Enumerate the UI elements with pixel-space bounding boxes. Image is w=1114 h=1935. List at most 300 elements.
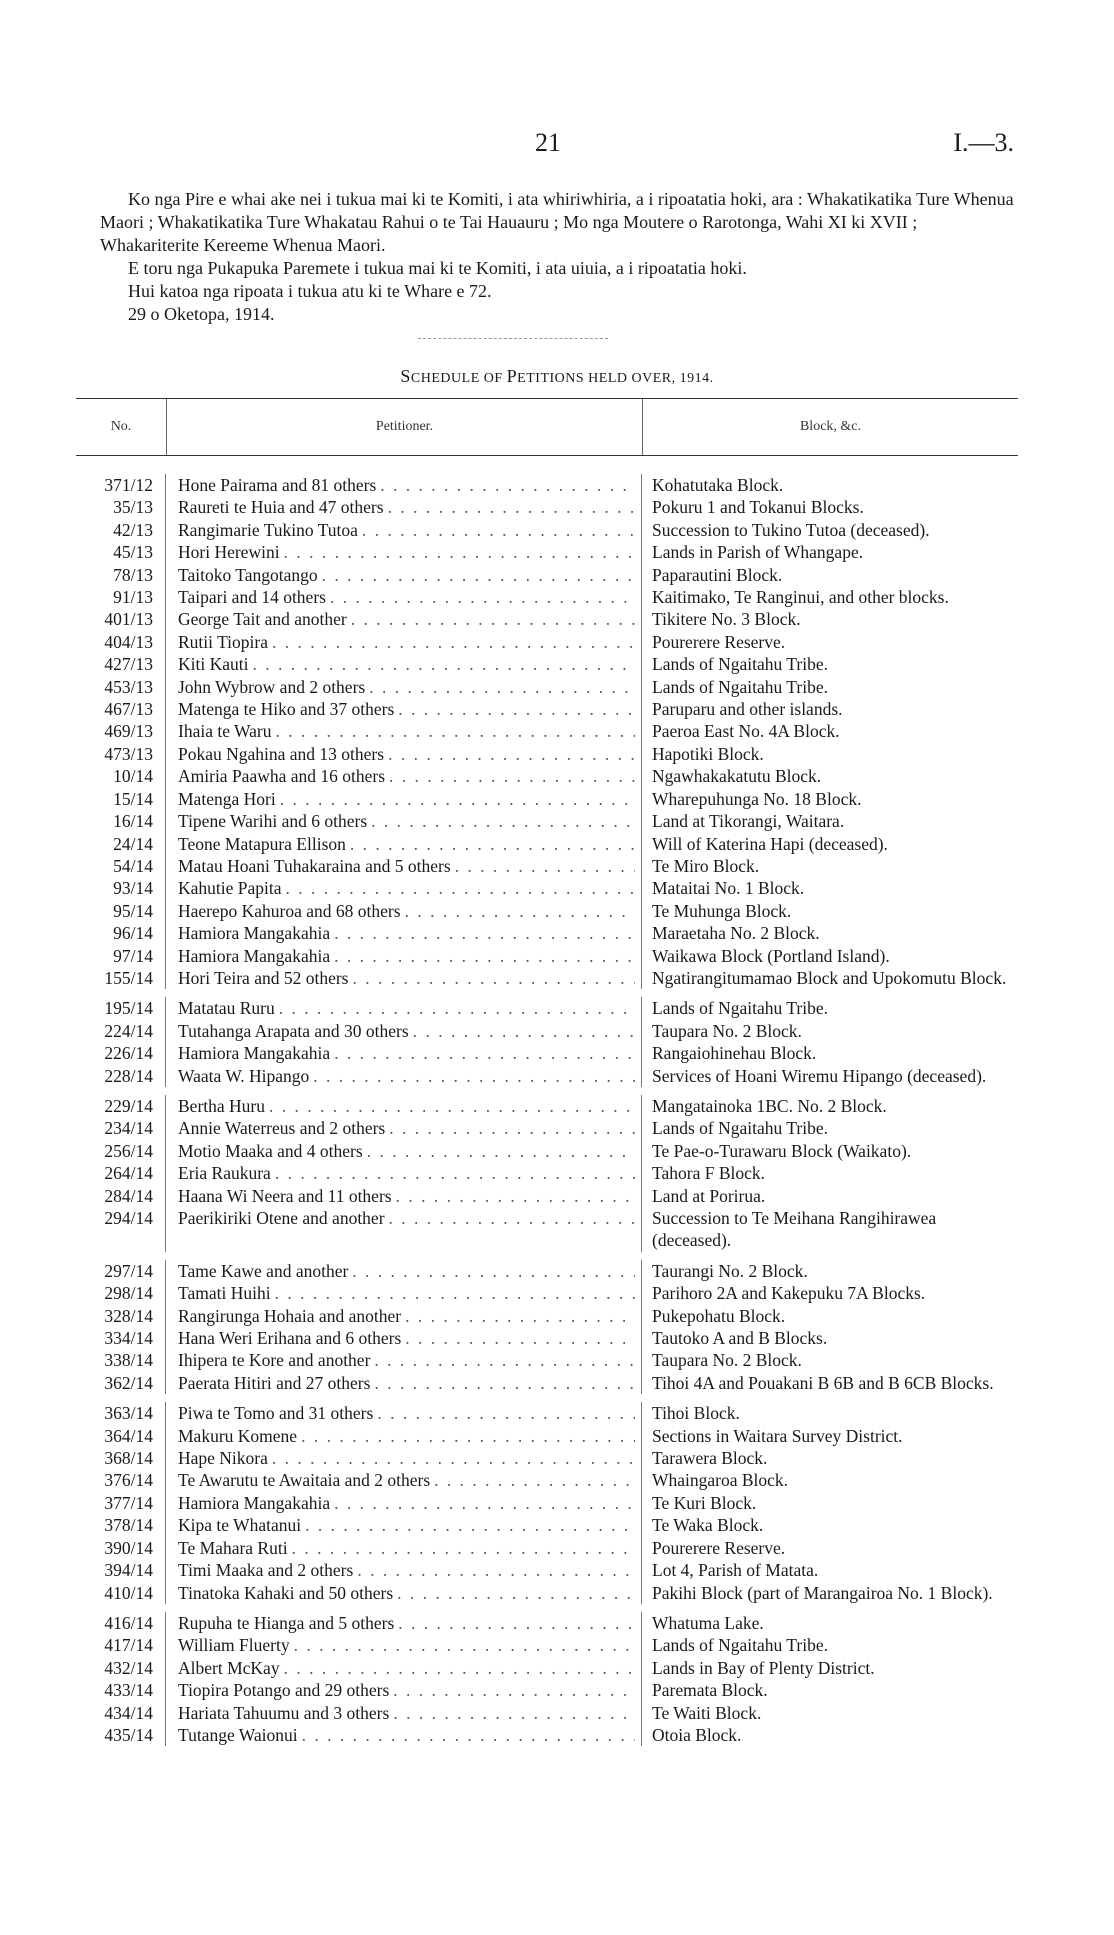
block-description: Lands in Parish of Whangape. (652, 542, 864, 563)
table-row (76, 496, 1018, 518)
petition-number: 364/14 (76, 1425, 166, 1447)
block-description: Paeroa East No. 4A Block. (652, 721, 840, 742)
intro-date: 29 o Oketopa, 1914. (128, 304, 275, 324)
block-description: Pukepohatu Block. (652, 1305, 786, 1326)
petition-number: 45/13 (76, 541, 166, 563)
leader-dots (271, 1162, 635, 1184)
petitioner-cell (166, 833, 642, 855)
petition-number: 195/14 (76, 997, 166, 1019)
petition-number: 376/14 (76, 1469, 166, 1491)
petitioner-cell (166, 1185, 642, 1207)
table-row (76, 1469, 1018, 1491)
table-row (76, 1492, 1018, 1514)
table-row (76, 1185, 1018, 1207)
petitioner-cell (166, 564, 642, 586)
table-row (76, 1162, 1018, 1184)
petition-number: 42/13 (76, 519, 166, 541)
petition-number: 401/13 (76, 608, 166, 630)
petition-number: 433/14 (76, 1679, 166, 1701)
leader-dots (385, 1117, 635, 1139)
petitioner-name: Eria Raukura (178, 1163, 271, 1184)
leader-dots (330, 1042, 635, 1064)
petitioner-cell (166, 1207, 642, 1252)
petition-number: 404/13 (76, 631, 166, 653)
petitioner-name: John Wybrow and 2 others (178, 676, 366, 697)
leader-dots (370, 1349, 635, 1371)
table-row (76, 541, 1018, 563)
petitioner-cell (166, 586, 642, 608)
block-description: Pakihi Block (part of Marangairoa No. 1 Block). (652, 1582, 993, 1603)
block-description: Sections in Waitara Survey District. (652, 1425, 903, 1446)
table-title-initial: S (400, 366, 411, 386)
table-row (76, 1402, 1018, 1424)
petitioner-name: Hone Pairama and 81 others (178, 475, 377, 495)
petitioner-name: Kiti Kauti (178, 654, 249, 675)
table-row (76, 1724, 1018, 1746)
petitioner-cell (166, 698, 642, 720)
petitioner-name: Teone Matapura Ellison (178, 833, 346, 854)
petitioner-name: Hamiora Mangakahia (178, 1043, 331, 1064)
leader-dots (276, 788, 635, 810)
leader-dots (298, 1724, 635, 1746)
table-row (76, 743, 1018, 765)
table-row (76, 653, 1018, 675)
petitioner-cell (166, 1492, 642, 1514)
block-description: Services of Hoani Wiremu Hipango (deceased). (652, 1065, 987, 1086)
petitioner-name: Hape Nikora (178, 1448, 268, 1469)
header-petitioner: Petitioner. (166, 399, 642, 455)
petitioner-name: Annie Waterreus and 2 others (178, 1118, 386, 1139)
leader-dots (346, 833, 635, 855)
petition-number: 363/14 (76, 1402, 166, 1424)
petition-number: 410/14 (76, 1582, 166, 1604)
block-description: Paruparu and other islands. (652, 699, 843, 720)
leader-dots (389, 1679, 635, 1701)
block-description: Tikitere No. 3 Block. (652, 609, 801, 630)
petitioner-cell (166, 1447, 642, 1469)
table-row (76, 788, 1018, 810)
petition-number: 96/14 (76, 922, 166, 944)
leader-dots (373, 1402, 635, 1424)
leader-dots (330, 922, 635, 944)
table-row (76, 900, 1018, 922)
leader-dots (282, 877, 635, 899)
block-description: Te Kuri Block. (652, 1492, 757, 1513)
leader-dots (318, 564, 635, 586)
leader-dots (384, 743, 635, 765)
block-description: Pourerere Reserve. (652, 631, 786, 652)
leader-dots (430, 1469, 635, 1491)
leader-dots (394, 698, 635, 720)
table-row (76, 922, 1018, 944)
petitioner-cell (166, 1702, 642, 1724)
petition-number: 95/14 (76, 900, 166, 922)
petitioner-name: Kipa te Whatanui (178, 1515, 302, 1536)
petitioner-name: Rangimarie Tukino Tutoa (178, 519, 358, 540)
table-row (76, 1425, 1018, 1447)
petition-number: 264/14 (76, 1162, 166, 1184)
petitioner-cell (166, 1679, 642, 1701)
petitioner-cell (166, 855, 642, 877)
table-row (76, 1020, 1018, 1042)
petition-number: 297/14 (76, 1260, 166, 1282)
petitioner-cell (166, 608, 642, 630)
block-description: Otoia Block. (652, 1724, 742, 1745)
petitioner-name: Motio Maaka and 4 others (178, 1140, 363, 1161)
leader-dots (309, 1065, 635, 1087)
petitioner-cell (166, 1402, 642, 1424)
leader-dots (326, 586, 635, 608)
leader-dots (330, 1492, 635, 1514)
petition-number: 10/14 (76, 765, 166, 787)
table-row (76, 1305, 1018, 1327)
petitioner-name: Tamati Huihi (178, 1283, 271, 1304)
petition-number: 378/14 (76, 1514, 166, 1536)
block-description: Te Pae-o-Turawaru Block (Waikato). (652, 1140, 912, 1161)
petition-number: 394/14 (76, 1559, 166, 1581)
block-description: Lands in Bay of Plenty District. (652, 1657, 875, 1678)
petitioner-cell (166, 474, 642, 496)
petitioner-cell (166, 743, 642, 765)
leader-dots (409, 1020, 635, 1042)
petitioner-name: Hori Herewini (178, 542, 280, 563)
petitioner-name: Taitoko Tangotango (178, 564, 318, 585)
petitioner-name: Rutii Tiopira (178, 631, 268, 652)
petitioner-cell (166, 1349, 642, 1371)
block-description: Land at Tikorangi, Waitara. (652, 811, 845, 832)
petitioner-name: Makuru Komene (178, 1425, 298, 1446)
table-row (76, 1372, 1018, 1394)
petition-number: 155/14 (76, 967, 166, 989)
petition-number: 453/13 (76, 676, 166, 698)
table-row (76, 1117, 1018, 1139)
table-row (76, 1634, 1018, 1656)
petitioner-cell (166, 676, 642, 698)
leader-dots (268, 631, 635, 653)
petitioner-name: Tiopira Potango and 29 others (178, 1680, 390, 1701)
petition-number: 16/14 (76, 810, 166, 832)
petitioner-cell (166, 810, 642, 832)
table-row (76, 997, 1018, 1019)
petitioner-name: George Tait and another (178, 609, 347, 630)
petitioner-name: Taipari and 14 others (178, 587, 326, 608)
petitioner-name: Bertha Huru (178, 1095, 265, 1116)
block-description: Taurangi No. 2 Block. (652, 1260, 808, 1281)
block-description: Te Muhunga Block. (652, 900, 792, 921)
petition-number: 298/14 (76, 1282, 166, 1304)
petitioner-cell (166, 967, 642, 989)
block-description: Lot 4, Parish of Matata. (652, 1560, 819, 1581)
table-row (76, 1612, 1018, 1634)
petition-number: 434/14 (76, 1702, 166, 1724)
leader-dots (272, 720, 636, 742)
leader-dots (358, 519, 635, 541)
table-row (76, 1537, 1018, 1559)
petitioner-cell (166, 496, 642, 518)
table-row (76, 1260, 1018, 1282)
leader-dots (288, 1537, 635, 1559)
petition-number: 435/14 (76, 1724, 166, 1746)
petitions-table (76, 398, 1018, 1746)
petitioner-name: Pokau Ngahina and 13 others (178, 743, 385, 764)
petition-number: 338/14 (76, 1349, 166, 1371)
block-description: Whatuma Lake. (652, 1612, 764, 1633)
table-row (76, 519, 1018, 541)
table-row (76, 1140, 1018, 1162)
petitioner-name: Matenga Hori (178, 788, 276, 809)
table-row (76, 1702, 1018, 1724)
block-description: Lands of Ngaitahu Tribe. (652, 1118, 828, 1139)
petitioner-name: Hamiora Mangakahia (178, 1492, 331, 1513)
petition-number: 368/14 (76, 1447, 166, 1469)
petitioner-name: Paerikiriki Otene and another (178, 1208, 385, 1228)
petition-number: 226/14 (76, 1042, 166, 1064)
petitioner-name: Hamiora Mangakahia (178, 945, 331, 966)
petitioner-name: Kahutie Papita (178, 878, 282, 899)
petitioner-cell (166, 1469, 642, 1491)
block-description: Lands of Ngaitahu Tribe. (652, 1635, 828, 1656)
petition-number: 91/13 (76, 586, 166, 608)
leader-dots (376, 474, 635, 496)
petition-number: 377/14 (76, 1492, 166, 1514)
petitioner-cell (166, 1042, 642, 1064)
petitioner-cell (166, 1425, 642, 1447)
table-row (76, 1065, 1018, 1087)
document-series: I.—3. (953, 128, 1014, 157)
leader-dots (248, 653, 635, 675)
table-row (76, 1207, 1018, 1252)
leader-dots (348, 1260, 635, 1282)
block-description: Ngawhakakatutu Block. (652, 766, 822, 787)
block-description: Land at Porirua. (652, 1185, 766, 1206)
petitioner-cell (166, 1327, 642, 1349)
table-row (76, 564, 1018, 586)
petitioner-cell (166, 1305, 642, 1327)
block-description: Lands of Ngaitahu Tribe. (652, 998, 828, 1019)
petition-number: 467/13 (76, 698, 166, 720)
table-row (76, 1582, 1018, 1604)
petition-number: 334/14 (76, 1327, 166, 1349)
block-description: Tautoko A and B Blocks. (652, 1328, 828, 1349)
leader-dots (275, 997, 635, 1019)
petitioner-cell (166, 765, 642, 787)
table-row (76, 1657, 1018, 1679)
petition-number: 432/14 (76, 1657, 166, 1679)
petitioner-cell (166, 519, 642, 541)
petitioner-name: Te Mahara Ruti (178, 1537, 288, 1558)
intro-text (100, 188, 1020, 326)
block-description: Ngatirangitumamao Block and Upokomutu Block. (652, 967, 1007, 988)
block-description: Parihoro 2A and Kakepuku 7A Blocks. (652, 1283, 926, 1304)
petition-number: 371/12 (76, 474, 166, 496)
leader-dots (392, 1185, 635, 1207)
petitioner-name: Hariata Tahuumu and 3 others (178, 1702, 390, 1723)
petitioner-name: Amiria Paawha and 16 others (178, 766, 386, 787)
leader-dots (297, 1425, 635, 1447)
petition-number: 228/14 (76, 1065, 166, 1087)
table-title (0, 366, 1114, 387)
petitioner-cell (166, 1095, 642, 1117)
table-row (76, 945, 1018, 967)
leader-dots (290, 1634, 635, 1656)
petitioner-name: Piwa te Tomo and 31 others (178, 1403, 374, 1424)
petitioner-name: Matatau Ruru (178, 998, 275, 1019)
divider (418, 338, 608, 339)
block-description: Succession to Tukino Tutoa (deceased). (652, 519, 930, 540)
intro-paragraph-total: Hui katoa nga ripoata i tukua atu ki te Whare e 72. (128, 281, 492, 301)
leader-dots (268, 1447, 635, 1469)
table-row (76, 631, 1018, 653)
block-description: Maraetaha No. 2 Block. (652, 923, 820, 944)
petitioner-name: Ihaia te Waru (178, 721, 272, 742)
petitioner-cell (166, 1020, 642, 1042)
leader-dots (401, 1327, 635, 1349)
petitioner-cell (166, 900, 642, 922)
table-row (76, 698, 1018, 720)
block-description: Succession to Te Meihana Rangihirawea (deceased). (652, 1208, 937, 1251)
table-row (76, 1514, 1018, 1536)
block-description: Will of Katerina Hapi (deceased). (652, 833, 888, 854)
petitioner-cell (166, 788, 642, 810)
petitioner-name: Hori Teira and 52 others (178, 967, 349, 988)
petitioner-cell (166, 1582, 642, 1604)
petitioner-name: Tipene Warihi and 6 others (178, 811, 368, 832)
leader-dots (271, 1282, 635, 1304)
petitioner-name: Rupuha te Hianga and 5 others (178, 1612, 395, 1633)
block-description: Tahora F Block. (652, 1163, 765, 1184)
block-description: Pokuru 1 and Tokanui Blocks. (652, 497, 864, 518)
block-description: Tihoi Block. (652, 1403, 740, 1424)
petition-number: 54/14 (76, 855, 166, 877)
table-row (76, 967, 1018, 989)
header-no: No. (110, 419, 132, 434)
petitioner-cell (166, 1514, 642, 1536)
petition-number: 93/14 (76, 877, 166, 899)
table-row (76, 1349, 1018, 1371)
intro-paragraph-papers: E toru nga Pukapuka Paremete i tukua mai ki te Komiti, i ata uiuia, a i ripoatatia hoki. (128, 258, 747, 278)
table-row (76, 474, 1018, 496)
petition-number: 469/13 (76, 720, 166, 742)
petition-number: 294/14 (76, 1207, 166, 1252)
block-description: Te Waiti Block. (652, 1702, 762, 1723)
leader-dots (353, 1559, 635, 1581)
block-description: Mangatainoka 1BC. No. 2 Block. (652, 1095, 887, 1116)
petitioner-cell (166, 1282, 642, 1304)
block-description: Rangaiohinehau Block. (652, 1043, 817, 1064)
leader-dots (367, 810, 635, 832)
table-title-rest: ETITIONS HELD OVER, 1914. (517, 371, 714, 386)
petitioner-name: Hana Weri Erihana and 6 others (178, 1328, 402, 1349)
leader-dots (385, 1207, 635, 1252)
block-description: Pourerere Reserve. (652, 1537, 786, 1558)
petition-number: 256/14 (76, 1140, 166, 1162)
leader-dots (347, 608, 635, 630)
block-description: Paremata Block. (652, 1680, 768, 1701)
table-row (76, 1095, 1018, 1117)
table-header (76, 399, 1018, 456)
table-title-small: CHEDULE OF (410, 371, 507, 386)
table-row (76, 1447, 1018, 1469)
table-row (76, 1327, 1018, 1349)
leader-dots (365, 676, 635, 698)
table-row (76, 586, 1018, 608)
petition-number: 229/14 (76, 1095, 166, 1117)
petitioner-cell (166, 1260, 642, 1282)
table-row (76, 608, 1018, 630)
petitioner-name: Haana Wi Neera and 11 others (178, 1185, 392, 1206)
block-description: Tihoi 4A and Pouakani B 6B and B 6CB Blocks. (652, 1372, 994, 1393)
petition-number: 390/14 (76, 1537, 166, 1559)
table-row (76, 1679, 1018, 1701)
petitioner-cell (166, 1657, 642, 1679)
block-description: Kohatutaka Block. (652, 475, 784, 495)
leader-dots (401, 1305, 635, 1327)
petitioner-cell (166, 1140, 642, 1162)
petitioner-name: Matau Hoani Tuhakaraina and 5 others (178, 855, 451, 876)
petition-number: 416/14 (76, 1612, 166, 1634)
block-description: Waikawa Block (Portland Island). (652, 945, 890, 966)
petitioner-cell (166, 631, 642, 653)
table-title-p: P (506, 366, 518, 386)
petition-number: 284/14 (76, 1185, 166, 1207)
petitioner-name: Tinatoka Kahaki and 50 others (178, 1582, 394, 1603)
petition-number: 362/14 (76, 1372, 166, 1394)
petitioner-cell (166, 1065, 642, 1087)
petition-number: 328/14 (76, 1305, 166, 1327)
table-row (76, 833, 1018, 855)
petitioner-cell (166, 997, 642, 1019)
leader-dots (349, 967, 636, 989)
leader-dots (385, 765, 635, 787)
petitioner-cell (166, 1162, 642, 1184)
petition-number: 15/14 (76, 788, 166, 810)
leader-dots (280, 1657, 635, 1679)
leader-dots (384, 496, 635, 518)
petitioner-name: Hamiora Mangakahia (178, 923, 331, 944)
petitioner-cell (166, 945, 642, 967)
petitioner-name: Paerata Hitiri and 27 others (178, 1372, 371, 1393)
petition-number: 234/14 (76, 1117, 166, 1139)
block-description: Taupara No. 2 Block. (652, 1020, 802, 1041)
table-row (76, 765, 1018, 787)
table-row (76, 720, 1018, 742)
petitioner-cell (166, 1559, 642, 1581)
petitioner-name: Timi Maaka and 2 others (178, 1560, 354, 1581)
page-number: 21 (535, 128, 561, 157)
table-row (76, 855, 1018, 877)
header-block: Block, &c. (642, 399, 1018, 455)
leader-dots (393, 1582, 635, 1604)
block-description: Te Miro Block. (652, 855, 760, 876)
petitioner-name: William Fluerty (178, 1635, 290, 1656)
block-description: Kaitimako, Te Ranginui, and other blocks. (652, 587, 949, 608)
petition-number: 97/14 (76, 945, 166, 967)
table-row (76, 1559, 1018, 1581)
leader-dots (389, 1702, 635, 1724)
petition-number: 427/13 (76, 653, 166, 675)
petition-number: 473/13 (76, 743, 166, 765)
petitioner-name: Ihipera te Kore and another (178, 1350, 371, 1371)
table-body (76, 456, 1018, 1746)
table-row (76, 676, 1018, 698)
petitioner-name: Raureti te Huia and 47 others (178, 497, 384, 518)
petitioner-cell (166, 1372, 642, 1394)
petitioner-cell (166, 653, 642, 675)
leader-dots (451, 855, 635, 877)
petitioner-cell (166, 541, 642, 563)
petition-number: 35/13 (76, 496, 166, 518)
petition-number: 24/14 (76, 833, 166, 855)
